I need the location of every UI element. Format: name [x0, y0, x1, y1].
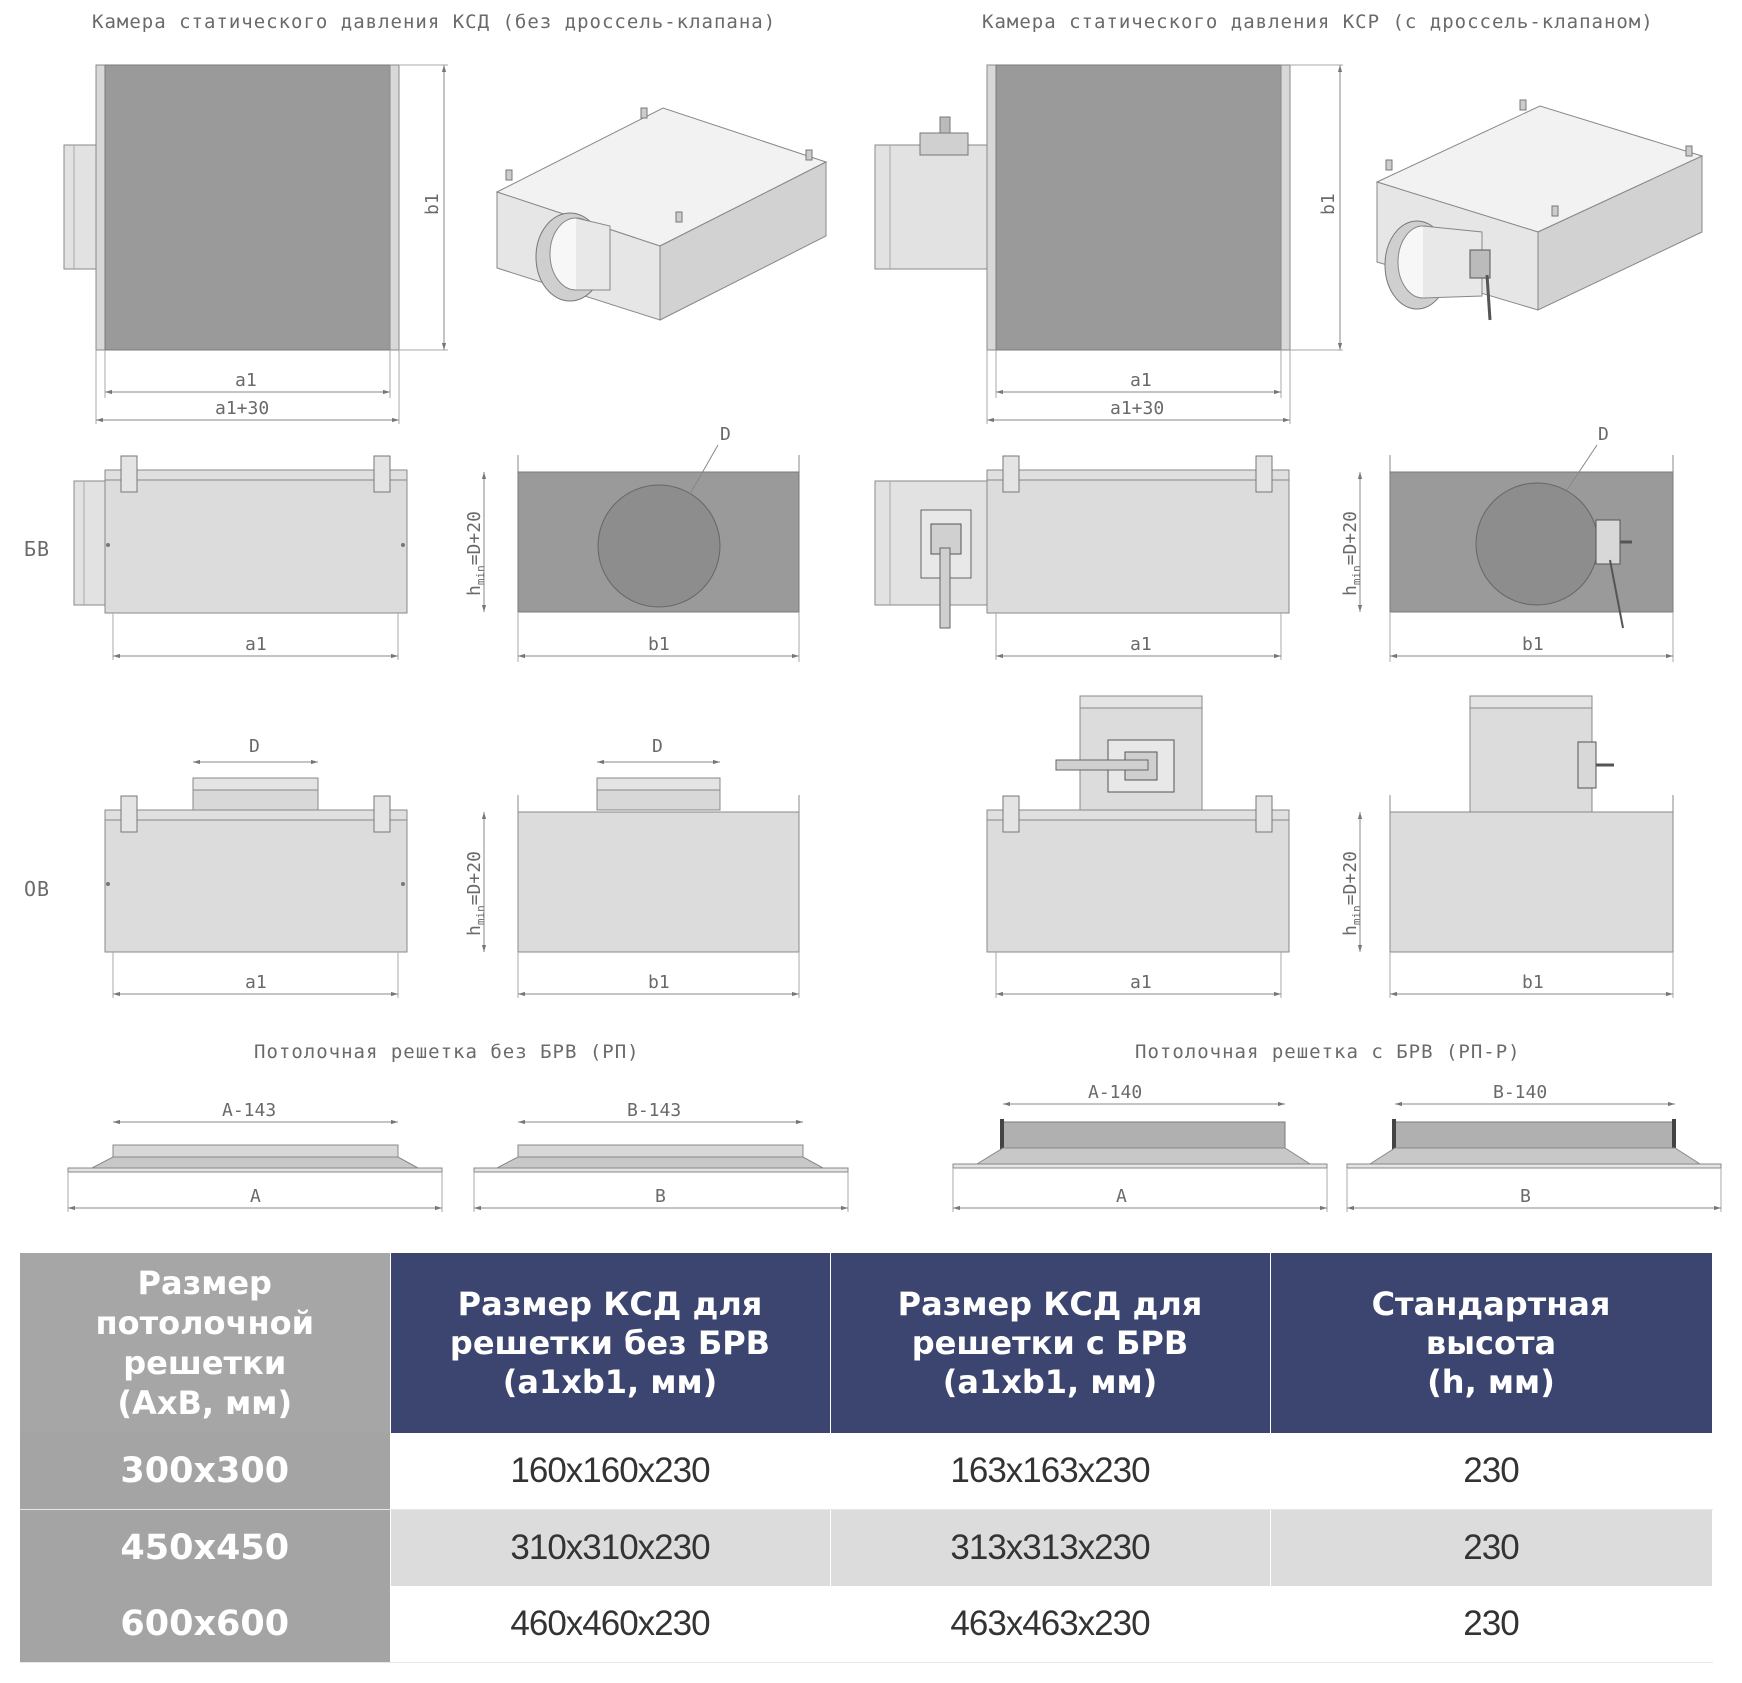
header-line: (AxB, мм) [117, 1384, 293, 1422]
title-ksr: Камера статического давления КСР (с дроссель-клапаном) [982, 11, 1654, 33]
header-line: Размер КСД для [457, 1284, 763, 1323]
row-label-ov: ОВ [24, 877, 51, 901]
ksd-isometric-view [497, 108, 826, 320]
dim-b1-front: b1 [422, 193, 443, 215]
header-line: потолочной [95, 1304, 315, 1342]
dim-b1-ov-ksr: b1 [1522, 972, 1544, 993]
dim-B-plain: B [655, 1186, 666, 1207]
dim-a1-front: a1 [235, 370, 257, 391]
ksd-ov-end-view [464, 736, 799, 998]
cell-height: 230 [1270, 1510, 1712, 1587]
dim-A-140: A-140 [1088, 1082, 1143, 1103]
dim-A-plain: A [250, 1186, 261, 1207]
spec-table [20, 1253, 1713, 1663]
dim-A-143: A-143 [222, 1100, 277, 1121]
header-line: решетки без БРВ [449, 1323, 771, 1362]
dim-a1-ov-ksd: a1 [245, 972, 267, 993]
ksd-front-view [64, 65, 448, 424]
ksr-bv-end-view [1340, 424, 1673, 662]
cell-height: 230 [1270, 1586, 1712, 1663]
header-grille-size [20, 1253, 390, 1433]
dim-B-140: B-140 [1493, 1082, 1548, 1103]
dim-B-143: B-143 [627, 1100, 682, 1121]
ksr-front-view [875, 65, 1343, 424]
header-line: решетки [123, 1344, 287, 1382]
cell-height: 230 [1270, 1433, 1712, 1510]
header-line: (a1xb1, мм) [502, 1362, 718, 1401]
header-line: Размер [137, 1264, 272, 1302]
ksr-ov-side-view [987, 696, 1289, 998]
grille-brv-b-view [1347, 1082, 1721, 1212]
table-row [20, 1510, 1712, 1587]
header-ksd-with-brv [830, 1253, 1270, 1433]
cell-ksd-no-brv: 460x460x230 [390, 1586, 830, 1663]
ksd-bv-side-view [74, 456, 407, 660]
dim-h-ov-ksr: $h_{min}=D+20$ [1340, 851, 1363, 936]
dim-a1-bv-ksr: a1 [1130, 634, 1152, 655]
table-row [20, 1433, 1712, 1510]
header-line: высота [1425, 1323, 1557, 1362]
table-row [20, 1586, 1712, 1663]
dim-a1-bv-ksd: a1 [245, 634, 267, 655]
cell-ksd-no-brv: 310x310x230 [390, 1510, 830, 1587]
cell-grille-size: 450x450 [20, 1510, 390, 1587]
header-standard-height [1270, 1253, 1712, 1433]
dim-h-ov-ksd: $h_{min}=D+20$ [464, 851, 487, 936]
cell-ksd-no-brv: 160x160x230 [390, 1433, 830, 1510]
dim-D-bv-ksd: D [720, 424, 731, 445]
cell-ksd-with-brv: 313x313x230 [830, 1510, 1270, 1587]
ksd-bv-end-view [464, 424, 799, 662]
grille-brv-a-view [953, 1082, 1327, 1212]
dim-a1-30-ksr-front: a1+30 [1110, 398, 1165, 419]
dim-a1-ksr-front: a1 [1130, 370, 1152, 391]
header-line: Размер КСД для [897, 1284, 1203, 1323]
ksr-ov-end-view [1340, 696, 1673, 998]
dim-D-bv-ksr: D [1598, 424, 1609, 445]
cell-grille-size: 600x600 [20, 1586, 390, 1663]
dim-b1-bv-ksd: b1 [648, 634, 670, 655]
ksr-bv-side-view [875, 456, 1289, 660]
dim-D-ov-ksd-side: D [249, 736, 260, 757]
row-label-bv: БВ [24, 537, 51, 561]
cell-grille-size: 300x300 [20, 1433, 390, 1510]
dim-B-brv: B [1520, 1186, 1531, 1207]
dim-a1-30-front: a1+30 [215, 398, 270, 419]
ksd-ov-side-view [105, 736, 407, 998]
header-line: (h, мм) [1427, 1362, 1555, 1401]
header-line: (a1xb1, мм) [942, 1362, 1158, 1401]
dim-A-brv: A [1116, 1186, 1127, 1207]
dim-b1-ov-ksd: b1 [648, 972, 670, 993]
dim-D-ov-ksd-end: D [652, 736, 663, 757]
header-ksd-no-brv [390, 1253, 830, 1433]
title-ksd: Камера статического давления КСД (без дроссель-клапана) [92, 11, 777, 33]
header-line: Стандартная [1371, 1284, 1611, 1323]
dim-h-bv-ksr: $h_{min}=D+20$ [1340, 511, 1363, 596]
ksr-isometric-view [1377, 100, 1702, 320]
grille-plain-b-view [474, 1100, 848, 1212]
spec-table-header-row [20, 1253, 1712, 1433]
dim-a1-ov-ksr: a1 [1130, 972, 1152, 993]
cell-ksd-with-brv: 163x163x230 [830, 1433, 1270, 1510]
title-grille-brv: Потолочная решетка с БРВ (РП-Р) [1135, 1041, 1521, 1063]
dim-b1-bv-ksr: b1 [1522, 634, 1544, 655]
dim-b1-ksr-front: b1 [1318, 193, 1339, 215]
header-line: решетки с БРВ [911, 1323, 1189, 1362]
title-grille-plain: Потолочная решетка без БРВ (РП) [254, 1041, 640, 1063]
grille-plain-a-view [68, 1100, 442, 1212]
cell-ksd-with-brv: 463x463x230 [830, 1586, 1270, 1663]
dim-h-bv-ksd: $h_{min}=D+20$ [464, 511, 487, 596]
